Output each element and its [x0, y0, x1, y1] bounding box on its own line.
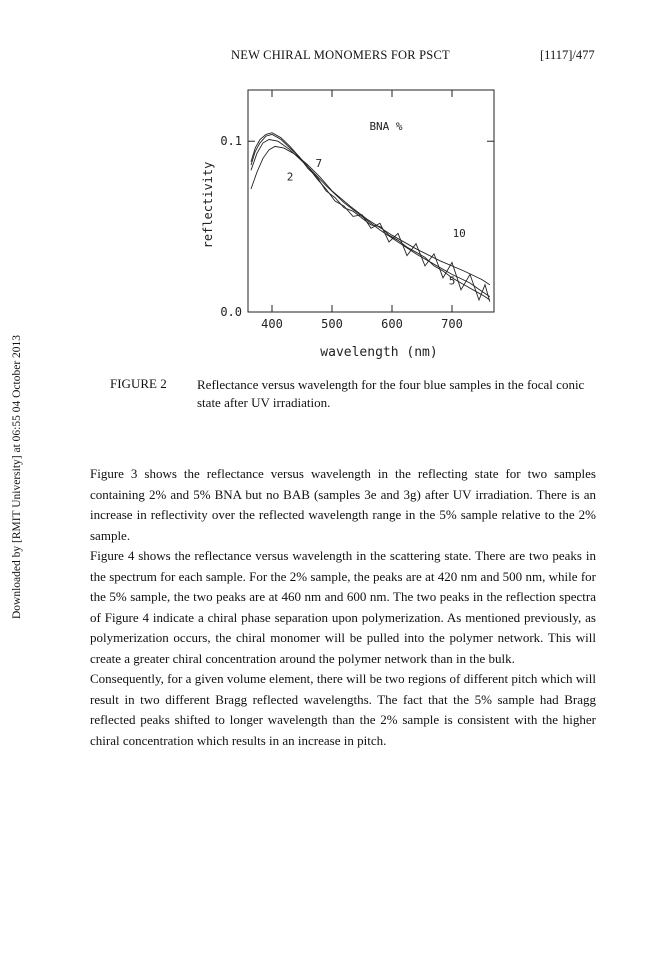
y-tick-label: 0.1 — [220, 134, 242, 149]
x-tick-label: 500 — [321, 317, 343, 331]
download-watermark — [9, 316, 25, 638]
x-axis-label: wavelength (nm) — [320, 345, 438, 360]
figure-label: FIGURE 2 — [110, 376, 167, 391]
paragraph: Figure 3 shows the reflectance versus wavelength in the reflecting state for two samples containing 2% and 5% BNA but no BAB (samples 3e and 3g) after UV irradiation. There is an increase in reflectivity over the reflected wavelength range in the 5% sample relative to the 2% sample. — [90, 466, 596, 543]
page-number: [1117]/477 — [540, 48, 595, 62]
series-label-2: 2 — [286, 170, 294, 184]
x-tick-label: 400 — [261, 317, 283, 331]
series-label-10: 10 — [452, 226, 466, 240]
paragraph: Consequently, for a given volume element, there will be two regions of different pitch which will result in two different Bragg reflected wavelengths. The fact that the 5% sample had Bragg reflected peaks shifted to longer wavelength than the 2% sample is consistent with the higher chiral concentration which results in an increase in pitch. — [90, 671, 596, 748]
body-text — [90, 464, 596, 751]
paragraph: Figure 4 shows the reflectance versus wavelength in the scattering state. There are two peaks in the spectrum for each sample. For the 2% sample, the peaks are at 420 nm and 500 nm, while for the 5% sample, the two peaks are at 460 nm and 600 nm. The two peaks in the reflection spectra of Figure 4 indicate a chiral phase separation upon polymerization. As mentioned previously, as polymerization occurs, the chiral monomer will be pulled into the polymer network. This will create a greater chiral concentration around the polymer network than in the bulk. — [90, 548, 596, 666]
series-label-7: 7 — [315, 156, 323, 170]
series-line-2 — [251, 146, 490, 284]
chart-ticks — [220, 90, 494, 331]
chart-title: BNA % — [369, 120, 403, 133]
x-tick-label: 700 — [441, 317, 463, 331]
y-tick-label: 0.0 — [220, 305, 242, 319]
reflectance-chart — [0, 0, 672, 360]
series-label-5: 5 — [448, 274, 456, 288]
running-header-title: NEW CHIRAL MONOMERS FOR PSCT — [231, 48, 450, 62]
y-axis-label: reflectivity — [201, 161, 215, 249]
figure-caption: Reflectance versus wavelength for the four blue samples in the focal conic state after UV irradiation. — [197, 377, 585, 410]
x-tick-label: 600 — [381, 317, 403, 331]
download-watermark-text: Downloaded by [RMIT University] at 06:55 04 October 2013 — [11, 334, 23, 620]
series-line-5 — [251, 140, 490, 297]
